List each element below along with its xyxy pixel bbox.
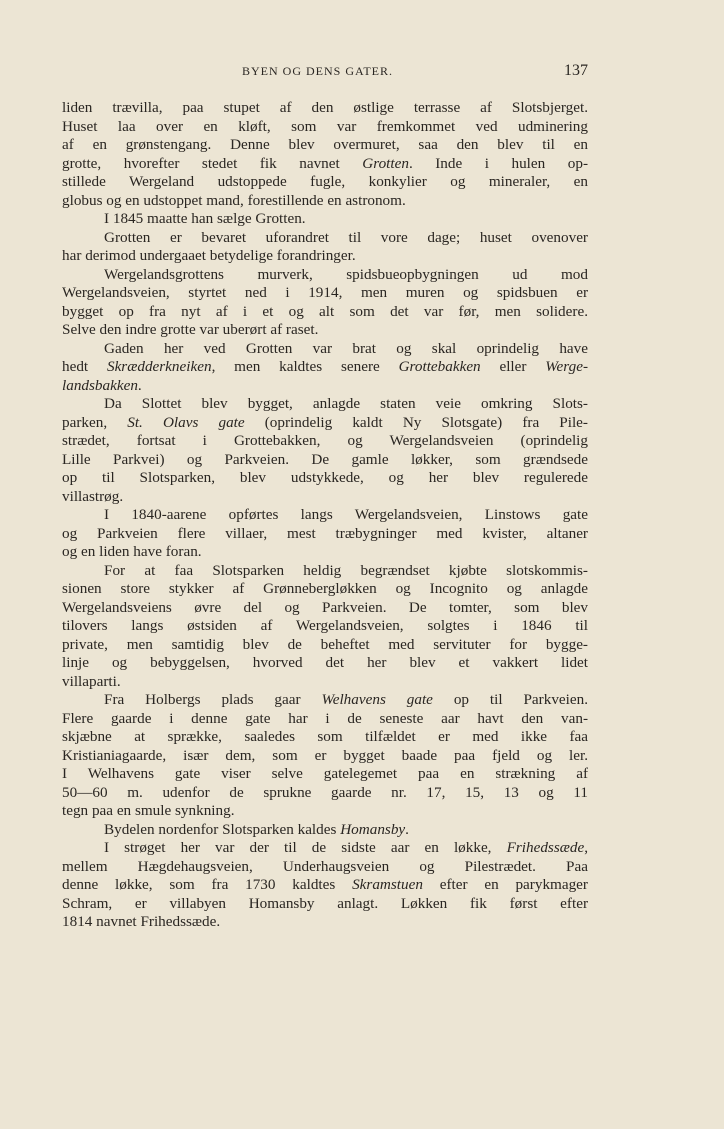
text-run: 1814 navnet Frihedssæde. bbox=[62, 913, 221, 930]
text-run: Fra Holbergs plads gaar bbox=[104, 691, 322, 708]
text-run: Wergelandsgrottens murverk, spidsbueopbygningen ud mod bbox=[104, 265, 588, 283]
text-line bbox=[62, 210, 588, 229]
text-line bbox=[62, 451, 588, 470]
text-run: Schram, er villabyen Homansby anlagt. Løkken fik først efter bbox=[62, 894, 588, 912]
text-run: linje og bebyggelsen, hvorved det her blev et vakkert lidet bbox=[62, 654, 588, 671]
text-run: eller bbox=[480, 358, 546, 375]
text-line bbox=[62, 562, 588, 581]
text-run: mellem Hægdehaugsveien, Underhaugsveien og Pilestrædet. Paa bbox=[62, 857, 588, 875]
text-line bbox=[62, 636, 588, 655]
text-run: (oprindelig kaldt Ny Slotsgate) fra Pile- bbox=[244, 413, 588, 431]
text-run: , bbox=[584, 839, 588, 856]
text-line bbox=[62, 691, 588, 710]
text-line bbox=[62, 543, 588, 562]
italic-name: Homansby bbox=[340, 820, 406, 838]
text-line bbox=[62, 525, 588, 544]
text-run: og Parkveien flere villaer, mest træbygninger med kvister, altaner bbox=[62, 524, 588, 542]
text-line bbox=[62, 247, 588, 266]
text-run: Lille Parkvei) og Parkveien. De gamle løkker, som grændsede bbox=[62, 450, 588, 468]
text-run: Bydelen nordenfor Slotsparken kaldes bbox=[104, 820, 341, 838]
text-line bbox=[62, 673, 588, 692]
text-run: tilovers langs østsiden af Wergelandsveien, solgtes i 1846 til bbox=[62, 617, 588, 634]
text-run: op til Parkveien. bbox=[432, 691, 588, 708]
text-run: hedt bbox=[62, 358, 107, 375]
text-run: tegn paa en smule synkning. bbox=[62, 802, 235, 819]
italic-name: St. Olavs gate bbox=[127, 413, 245, 431]
text-line bbox=[62, 895, 588, 914]
text-run: Gaden her ved Grotten var brat og skal oprindelig have bbox=[104, 339, 588, 357]
text-line bbox=[62, 839, 588, 858]
text-line bbox=[62, 358, 588, 377]
text-run: Huset laa over en kløft, som var fremkommet ved udminering bbox=[62, 117, 588, 135]
text-run: Selve den indre grotte var uberørt af raset. bbox=[62, 321, 319, 338]
text-line bbox=[62, 229, 588, 248]
text-run: og en liden have foran. bbox=[62, 543, 202, 560]
text-line bbox=[62, 173, 588, 192]
italic-name: Grotten bbox=[362, 154, 409, 172]
text-line bbox=[62, 765, 588, 784]
text-run: I Welhavens gate viser selve gatelegemet paa en strækning af bbox=[62, 765, 588, 782]
text-run: op til Slotsparken, blev udstykkede, og her blev regulerede bbox=[62, 469, 588, 486]
text-line bbox=[62, 580, 588, 599]
text-run: I strøget her var der til de sidste aar en løkke, bbox=[104, 839, 507, 856]
text-run: sionen store stykker af Grønnebergløkken og Incognito og anlagde bbox=[62, 580, 588, 597]
text-line bbox=[62, 395, 588, 414]
text-line bbox=[62, 802, 588, 821]
italic-name: Welhavens gate bbox=[321, 691, 433, 708]
body-text bbox=[62, 99, 588, 932]
text-run: I 1845 maatte han sælge Grotten. bbox=[104, 210, 306, 227]
text-run: grotte, hvorefter stedet fik navnet bbox=[62, 154, 363, 172]
text-line bbox=[62, 321, 588, 340]
text-line bbox=[62, 136, 588, 155]
text-line bbox=[62, 340, 588, 359]
text-line bbox=[62, 506, 588, 525]
text-run: . Inde i hulen op- bbox=[408, 154, 588, 172]
text-run: globus og en udstoppet mand, forestillende en astronom. bbox=[62, 191, 406, 209]
text-line bbox=[62, 155, 588, 174]
text-run: parken, bbox=[62, 413, 128, 431]
text-run: Kristianiagaarde, især dem, som er bygget baade paa fjeld og ler. bbox=[62, 746, 588, 764]
text-run: villaparti. bbox=[62, 672, 121, 690]
text-run: har derimod undergaaet betydelige forandringer. bbox=[62, 247, 356, 264]
text-line bbox=[62, 192, 588, 211]
text-line bbox=[62, 858, 588, 877]
italic-name: Skrædderkneiken bbox=[106, 358, 212, 375]
text-run: strædet, fortsat i Grottebakken, og Wergelandsveien (oprindelig bbox=[62, 432, 588, 449]
text-run: stillede Wergeland udstoppede fugle, konkylier og mineraler, en bbox=[62, 173, 588, 190]
text-line bbox=[62, 432, 588, 451]
text-run: 50—60 m. udenfor de sprukne gaarde nr. 17, 15, 13 og 11 bbox=[62, 783, 588, 801]
italic-name: Frihedssæde bbox=[506, 839, 585, 856]
italic-name: Grottebakken bbox=[398, 358, 481, 375]
text-line bbox=[62, 99, 588, 118]
text-line bbox=[62, 876, 588, 895]
text-line bbox=[62, 469, 588, 488]
text-run: liden trævilla, paa stupet af den østlige terrasse af Slotsbjerget. bbox=[62, 99, 588, 116]
text-run: Wergelandsveiens øvre del og Parkveien. De tomter, som blev bbox=[62, 598, 588, 616]
text-run: Da Slottet blev bygget, anlagde staten veie omkring Slots- bbox=[104, 395, 588, 412]
text-run: villastrøg. bbox=[62, 487, 124, 505]
text-line bbox=[62, 266, 588, 285]
text-line bbox=[62, 488, 588, 507]
text-line bbox=[62, 747, 588, 766]
text-run: For at faa Slotsparken heldig begrændset kjøbte slotskommis- bbox=[104, 561, 588, 579]
text-line bbox=[62, 599, 588, 618]
text-line bbox=[62, 728, 588, 747]
italic-name: Skramstuen bbox=[352, 876, 423, 893]
text-line bbox=[62, 784, 588, 803]
text-run: Grotten er bevaret uforandret til vore dage; huset ovenover bbox=[104, 228, 588, 246]
text-line bbox=[62, 118, 588, 137]
text-line bbox=[62, 617, 588, 636]
text-line bbox=[62, 414, 588, 433]
text-run: af en grønstengang. Denne blev overmuret, saa den blev til en bbox=[62, 136, 588, 153]
text-run: I 1840-aarene opførtes langs Wergelandsveien, Linstows gate bbox=[104, 506, 588, 523]
text-run: Wergelandsveien, styrtet ned i 1914, men muren og spidsbuen er bbox=[62, 284, 588, 301]
italic-name: landsbakken bbox=[62, 376, 138, 394]
header-title: BYEN OG DENS GATER. bbox=[242, 64, 393, 78]
text-run: Flere gaarde i denne gate har i de seneste aar havt den van- bbox=[62, 709, 588, 727]
page-number: 137 bbox=[564, 62, 588, 79]
italic-name: Werge- bbox=[545, 358, 588, 375]
text-line bbox=[62, 654, 588, 673]
text-line bbox=[62, 284, 588, 303]
text-run: efter en parykmager bbox=[422, 876, 588, 893]
text-run: denne løkke, som fra 1730 kaldtes bbox=[62, 876, 353, 893]
text-run: . bbox=[405, 820, 409, 838]
text-run: private, men samtidig blev de beheftet med servituter for bygge- bbox=[62, 635, 588, 653]
text-line bbox=[62, 821, 588, 840]
text-run: . bbox=[137, 376, 142, 394]
text-run: skjæbne at sprække, saaledes som tilfældet er med ikke faa bbox=[62, 728, 588, 745]
text-line bbox=[62, 710, 588, 729]
text-line bbox=[62, 913, 588, 932]
text-line bbox=[62, 377, 588, 396]
running-header bbox=[62, 64, 588, 84]
text-run: bygget op fra nyt af i et og alt som det var før, men solidere. bbox=[62, 302, 588, 320]
text-run: , men kaldtes senere bbox=[211, 358, 399, 375]
text-line bbox=[62, 303, 588, 322]
